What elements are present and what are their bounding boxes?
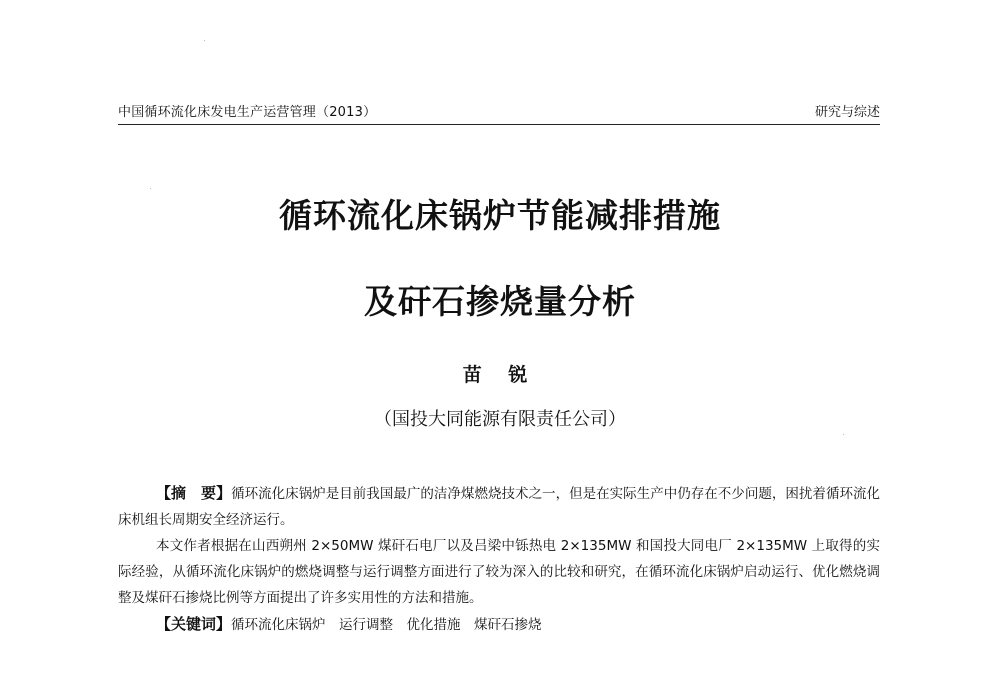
- scan-speck: [150, 188, 151, 189]
- author-affiliation: （国投大同能源有限责任公司）: [374, 409, 626, 430]
- abstract-label: 【摘 要】: [156, 484, 232, 502]
- header-rule: [118, 124, 880, 125]
- scan-speck: [843, 434, 844, 435]
- keywords-line: [118, 611, 880, 638]
- abstract-paragraph-1: [118, 480, 880, 533]
- running-header-section: 研究与综述: [814, 105, 880, 120]
- paper-title-line-1: 循环流化床锅炉节能减排措施: [279, 196, 721, 235]
- scan-speck: [204, 40, 205, 41]
- running-header-journal: 中国循环流化床发电生产运营管理（2013）: [118, 105, 377, 120]
- keywords-text: 循环流化床锅炉 运行调整 优化措施 煤矸石掺烧: [231, 617, 542, 633]
- abstract-text-1: 循环流化床锅炉是目前我国最广的洁净煤燃烧技术之一，但是在实际生产中仍存在不少问题，困扰着循环流化床机组长周期安全经济运行。: [118, 486, 880, 528]
- author-name: 苗 锐: [462, 364, 538, 386]
- abstract-paragraph-2: 本文作者根据在山西朔州 2×50MW 煤矸石电厂以及吕梁中铄热电 2×135MW 和国投大同电厂 2×135MW 上取得的实际经验，从循环流化床锅炉的燃烧调整与运行调整方面进行了较为深入的比较和研究，在循环流化床锅炉启动运行、优化燃烧调整及煤矸石掺烧比例等方面提出了许多实用性的方法和措施。: [118, 538, 880, 606]
- abstract-block: [118, 480, 880, 638]
- paper-title-line-2: 及矸石掺烧量分析: [364, 282, 636, 321]
- keywords-label: 【关键词】: [156, 615, 232, 633]
